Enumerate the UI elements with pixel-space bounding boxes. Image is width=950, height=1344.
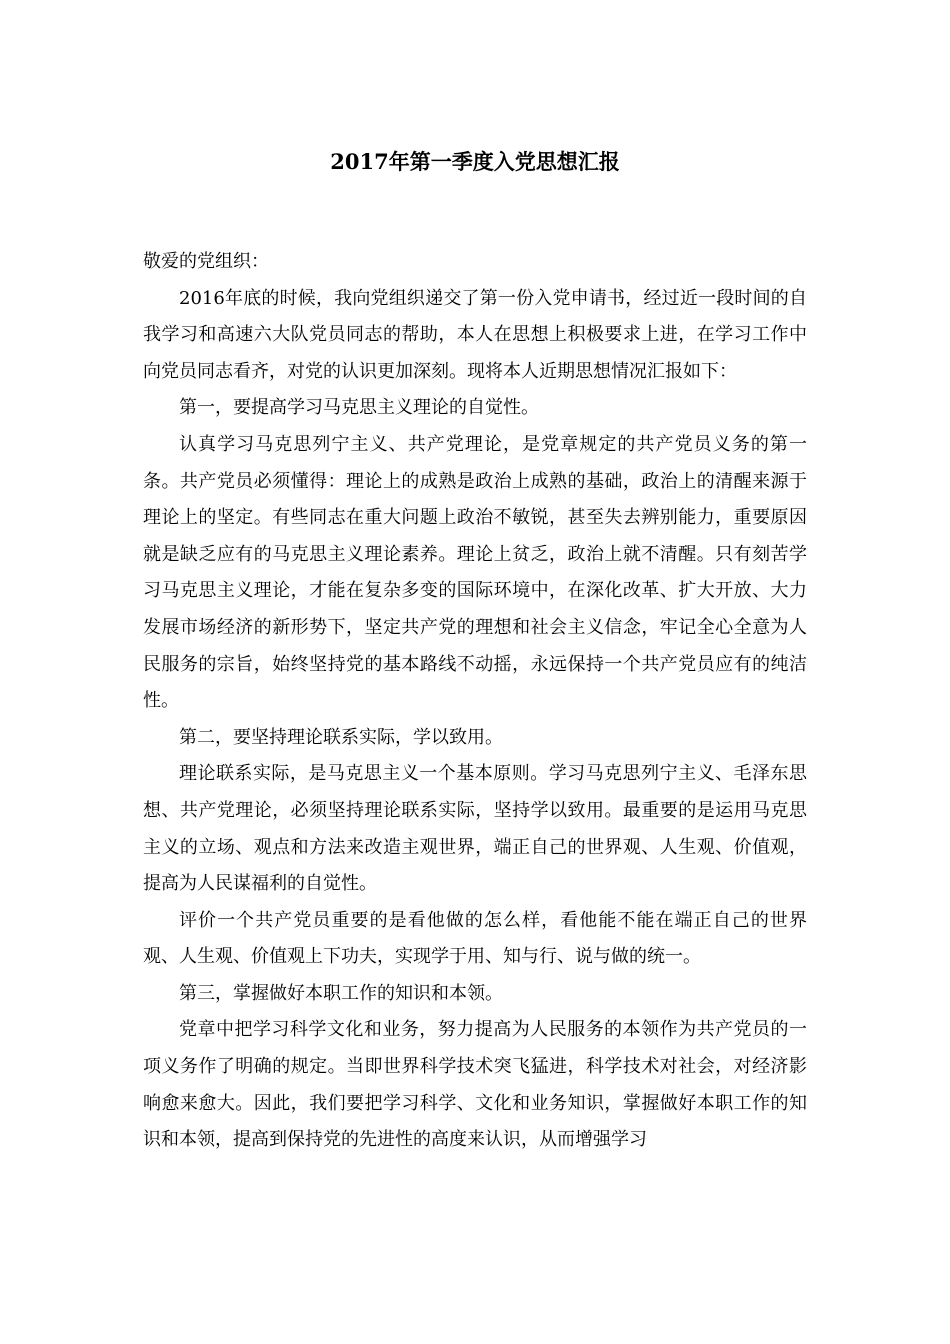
document-title: 2017年第一季度入党思想汇报 [330,149,620,174]
paragraph: 理论联系实际，是马克思主义一个基本原则。学习马克思列宁主义、毛泽东思想、共产党理论，必须坚持理论联系实际，坚持学以致用。最重要的是运用马克思主义的立场、观点和方法来改造主观世界，端正自己的世界观、人生观、价值观，提高为人民谋福利的自觉性。 [143,763,807,895]
section-heading: 第三，掌握做好本职工作的知识和本领。 [179,982,503,1004]
document-body [143,244,807,1159]
paragraph: 评价一个共产党员重要的是看他做的怎么样，看他能不能在端正自己的世界观、人生观、价值观上下功夫，实现学于用、知与行、说与做的统一。 [143,909,807,968]
section-heading: 第一，要提高学习马克思主义理论的自觉性。 [179,397,539,419]
section-heading: 第二，要坚持理论联系实际，学以致用。 [179,726,503,748]
paragraph: 2016年底的时候，我向党组织递交了第一份入党申请书，经过近一段时间的自我学习和高速六大队党员同志的帮助，本人在思想上积极要求上进，在学习工作中向党员同志看齐，对党的认识更加深刻。现将本人近期思想情况汇报如下： [143,287,807,382]
paragraph: 认真学习马克思列宁主义、共产党理论，是党章规定的共产党员义务的第一条。共产党员必须懂得：理论上的成熟是政治上成熟的基础，政治上的清醒来源于理论上的坚定。有些同志在重大问题上政治不敏锐，甚至失去辨别能力，重要原因就是缺乏应有的马克思主义理论素养。理论上贫乏，政治上就不清醒。只有刻苦学习马克思主义理论，才能在复杂多变的国际环境中，在深化改革、扩大开放、大力发展市场经济的新形势下，坚定共产党的理想和社会主义信念，牢记全心全意为人民服务的宗旨，始终坚持党的基本路线不动摇，永远保持一个共产党员应有的纯洁性。 [143,433,807,712]
salutation: 敬爱的党组织： [143,251,269,272]
paragraph: 党章中把学习科学文化和业务，努力提高为人民服务的本领作为共产党员的一项义务作了明确的规定。当即世界科学技术突飞猛进，科学技术对社会，对经济影响愈来愈大。因此，我们要把学习科学、文化和业务知识，掌握做好本职工作的知识和本领，提高到保持党的先进性的高度来认识，从而增强学习 [143,1019,807,1151]
